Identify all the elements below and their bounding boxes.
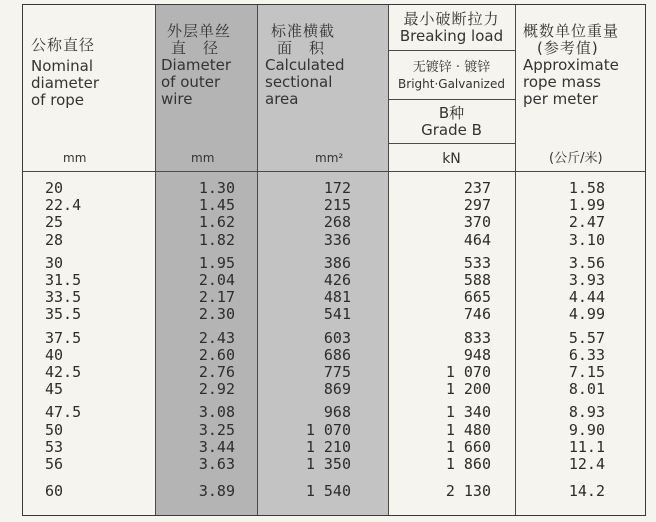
cell-breaking-load: 464	[463, 230, 491, 249]
cell-mass: 3.10	[568, 230, 605, 249]
cell-wire-diameter: 1.95	[198, 253, 235, 272]
cell-area: 481	[323, 288, 351, 307]
header-bottom-rule	[23, 171, 645, 172]
cell-area: 1 350	[305, 455, 351, 473]
cell-mass: 9.90	[568, 420, 605, 439]
cell-breaking-load: 1 660	[445, 437, 491, 456]
cell-wire-diameter: 2.04	[198, 271, 235, 289]
cell-rope-diameter: 20	[45, 179, 64, 197]
cell-rope-diameter: 60	[45, 482, 64, 501]
cell-breaking-load: 1 340	[445, 403, 491, 422]
header-grade: B种 Grade B	[421, 104, 482, 139]
cell-mass: 4.44	[568, 288, 605, 307]
cell-wire-diameter: 3.89	[198, 482, 235, 501]
cell-rope-diameter: 28	[45, 230, 64, 249]
unit-rope: mm	[63, 151, 87, 165]
cell-breaking-load: 948	[463, 345, 491, 364]
cell-rope-diameter: 25	[45, 213, 64, 232]
cell-breaking-load: 2 130	[445, 482, 491, 501]
cell-area: 603	[323, 328, 351, 347]
cell-rope-diameter: 22.4	[45, 196, 82, 215]
cell-area: 1 540	[305, 482, 351, 501]
cell-area: 775	[323, 363, 351, 381]
cell-breaking-load: 237	[463, 179, 491, 197]
cell-mass: 2.47	[568, 213, 605, 232]
header-breaking-load: 最小破断拉力 Breaking load	[399, 10, 504, 45]
cell-mass: 14.2	[568, 482, 605, 501]
cell-breaking-load: 1 200	[445, 380, 491, 399]
cell-rope-diameter: 47.5	[45, 403, 82, 422]
cell-rope-diameter: 50	[45, 420, 64, 439]
cell-rope-diameter: 42.5	[45, 363, 82, 381]
cell-rope-diameter: 37.5	[45, 328, 82, 347]
cell-area: 686	[323, 345, 351, 364]
col-divider	[257, 5, 258, 515]
cell-area: 1 210	[305, 437, 351, 456]
unit-wire: mm	[191, 151, 215, 165]
cell-wire-diameter: 2.43	[198, 328, 235, 347]
cell-wire-diameter: 2.30	[198, 305, 235, 324]
cell-wire-diameter: 2.92	[198, 380, 235, 399]
cell-mass: 11.1	[568, 437, 605, 456]
cell-rope-diameter: 33.5	[45, 288, 82, 307]
cell-wire-diameter: 2.76	[198, 363, 235, 381]
cell-area: 541	[323, 305, 351, 324]
cell-rope-diameter: 40	[45, 345, 64, 364]
cell-area: 172	[323, 179, 351, 197]
cell-rope-diameter: 53	[45, 437, 64, 456]
cell-mass: 6.33	[568, 345, 605, 364]
header-diameter-rope: 公称直径 Nominal diameter of rope	[31, 36, 99, 109]
cell-mass: 5.57	[568, 328, 605, 347]
cell-area: 426	[323, 271, 351, 289]
cell-breaking-load: 588	[463, 271, 491, 289]
cell-breaking-load: 1 070	[445, 363, 491, 381]
cell-wire-diameter: 3.08	[198, 403, 235, 422]
cell-breaking-load: 746	[463, 305, 491, 324]
cell-breaking-load: 833	[463, 328, 491, 347]
cell-wire-diameter: 2.60	[198, 345, 235, 364]
cell-mass: 4.99	[568, 305, 605, 324]
cell-mass: 1.99	[568, 196, 605, 215]
cell-breaking-load: 665	[463, 288, 491, 307]
cell-wire-diameter: 1.82	[198, 230, 235, 249]
unit-area: mm²	[315, 151, 344, 165]
col-divider	[515, 5, 516, 515]
cell-wire-diameter: 1.45	[198, 196, 235, 215]
cell-wire-diameter: 3.44	[198, 437, 235, 456]
cell-mass: 8.93	[568, 403, 605, 422]
cell-area: 268	[323, 213, 351, 232]
header-divider	[388, 50, 515, 51]
header-divider	[388, 99, 515, 100]
cell-breaking-load: 297	[463, 196, 491, 215]
cell-mass: 8.01	[568, 380, 605, 399]
cell-breaking-load: 1 480	[445, 420, 491, 439]
cell-wire-diameter: 2.17	[198, 288, 235, 307]
cell-breaking-load: 533	[463, 253, 491, 272]
cell-mass: 3.56	[568, 253, 605, 272]
cell-mass: 1.58	[568, 179, 605, 197]
cell-breaking-load: 1 860	[445, 455, 491, 473]
header-diameter-wire: 外层单丝 直 径 Diameter of outer wire	[161, 22, 232, 108]
header-area: 标准横截 面 积 Calculated sectional area	[265, 22, 345, 108]
cell-mass: 3.93	[568, 271, 605, 289]
header-mass: 概数单位重量 (参考值) Approximate rope mass per meter	[523, 22, 620, 108]
cell-area: 1 070	[305, 420, 351, 439]
unit-kn: kN	[442, 151, 461, 167]
col-divider	[155, 5, 156, 515]
cell-area: 386	[323, 253, 351, 272]
cell-area: 968	[323, 403, 351, 422]
cell-area: 215	[323, 196, 351, 215]
rope-spec-table	[22, 4, 646, 516]
unit-mass: (公斤/米)	[549, 151, 603, 166]
cell-wire-diameter: 1.62	[198, 213, 235, 232]
cell-rope-diameter: 56	[45, 455, 64, 473]
cell-mass: 12.4	[568, 455, 605, 473]
cell-rope-diameter: 35.5	[45, 305, 82, 324]
cell-area: 336	[323, 230, 351, 249]
cell-wire-diameter: 3.63	[198, 455, 235, 473]
header-finish: 无镀锌 · 镀锌 Bright·Galvanized	[398, 60, 505, 91]
cell-area: 869	[323, 380, 351, 399]
cell-wire-diameter: 1.30	[198, 179, 235, 197]
cell-rope-diameter: 31.5	[45, 271, 82, 289]
cell-wire-diameter: 3.25	[198, 420, 235, 439]
cell-rope-diameter: 45	[45, 380, 64, 399]
cell-mass: 7.15	[568, 363, 605, 381]
cell-rope-diameter: 30	[45, 253, 64, 272]
cell-breaking-load: 370	[463, 213, 491, 232]
header-divider	[388, 143, 515, 144]
